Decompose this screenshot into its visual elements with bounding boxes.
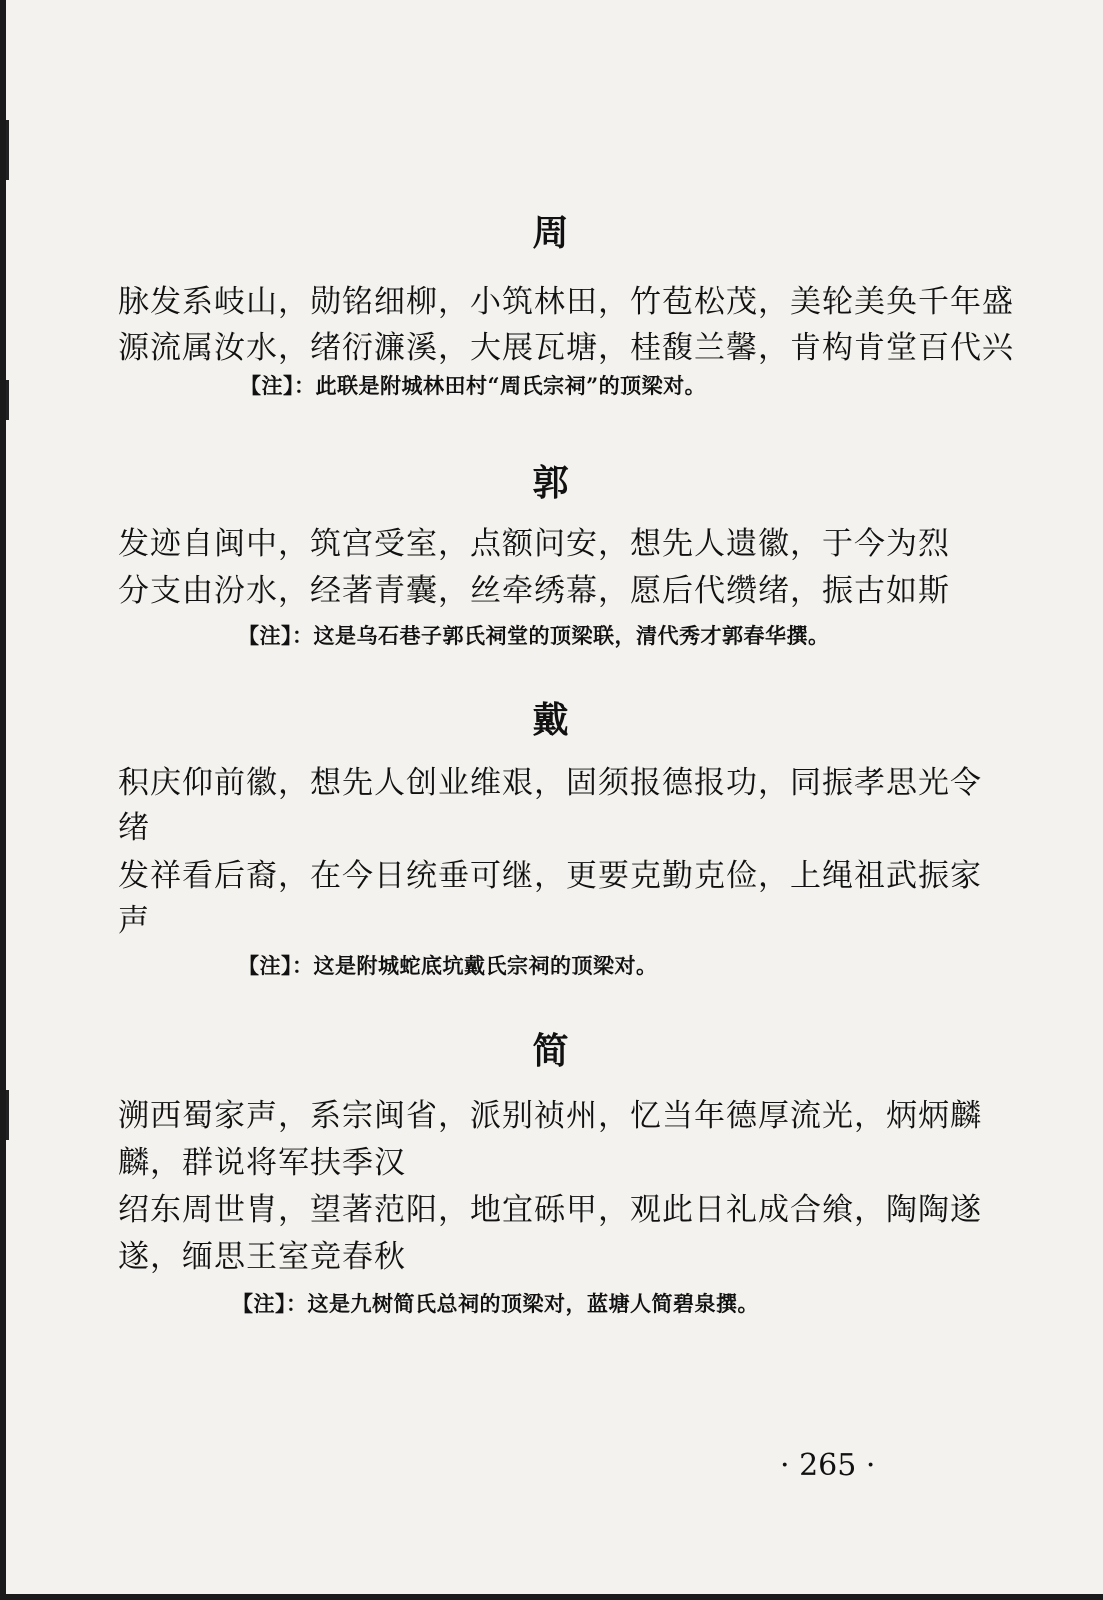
- page-number: · 265 ·: [780, 1448, 876, 1483]
- section-heading-dai: 戴: [532, 700, 571, 741]
- couplet-line: 遂，缅思王室竞春秋: [118, 1239, 406, 1275]
- couplet-line: 绪: [118, 810, 150, 846]
- couplet-line: 绍东周世胄，望著范阳，地宜砾甲，观此日礼成合飨，陶陶遂: [118, 1192, 982, 1228]
- annotation-note: 【注】：这是九树简氏总祠的顶梁对，蓝塘人简碧泉撰。: [232, 1291, 759, 1316]
- section-heading-guo: 郭: [532, 463, 571, 504]
- annotation-note: 【注】：这是乌石巷子郭氏祠堂的顶梁联，清代秀才郭春华撰。: [238, 623, 830, 648]
- couplet-line: 发祥看后裔，在今日统垂可继，更要克勤克俭，上绳祖武振家: [118, 858, 982, 894]
- couplet-line: 积庆仰前徽，想先人创业维艰，固须报德报功，同振孝思光令: [118, 765, 982, 801]
- couplet-line: 分支由汾水，经著青囊，丝牵绣幕，愿后代缵绪，振古如斯: [118, 573, 950, 609]
- annotation-note: 【注】：此联是附城林田村“周氏宗祠”的顶梁对。: [240, 373, 707, 398]
- couplet-line: 溯西蜀家声，系宗闽省，派别祯州，忆当年德厚流光，炳炳麟: [118, 1098, 982, 1134]
- section-heading-zhou: 周: [532, 213, 571, 254]
- section-heading-jian: 简: [532, 1031, 571, 1072]
- annotation-note: 【注】：这是附城蛇底坑戴氏宗祠的顶梁对。: [238, 953, 658, 978]
- couplet-line: 声: [118, 903, 150, 939]
- couplet-line: 脉发系岐山，勋铭细柳，小筑林田，竹苞松茂，美轮美奂千年盛: [118, 284, 1014, 320]
- couplet-line: 发迹自闽中，筑宫受室，点额问安，想先人遗徽，于今为烈: [118, 526, 950, 562]
- couplet-line: 源流属汝水，绪衍濂溪，大展瓦塘，桂馥兰馨，肯构肯堂百代兴: [118, 330, 1014, 366]
- couplet-line: 麟，群说将军扶季汉: [118, 1145, 406, 1181]
